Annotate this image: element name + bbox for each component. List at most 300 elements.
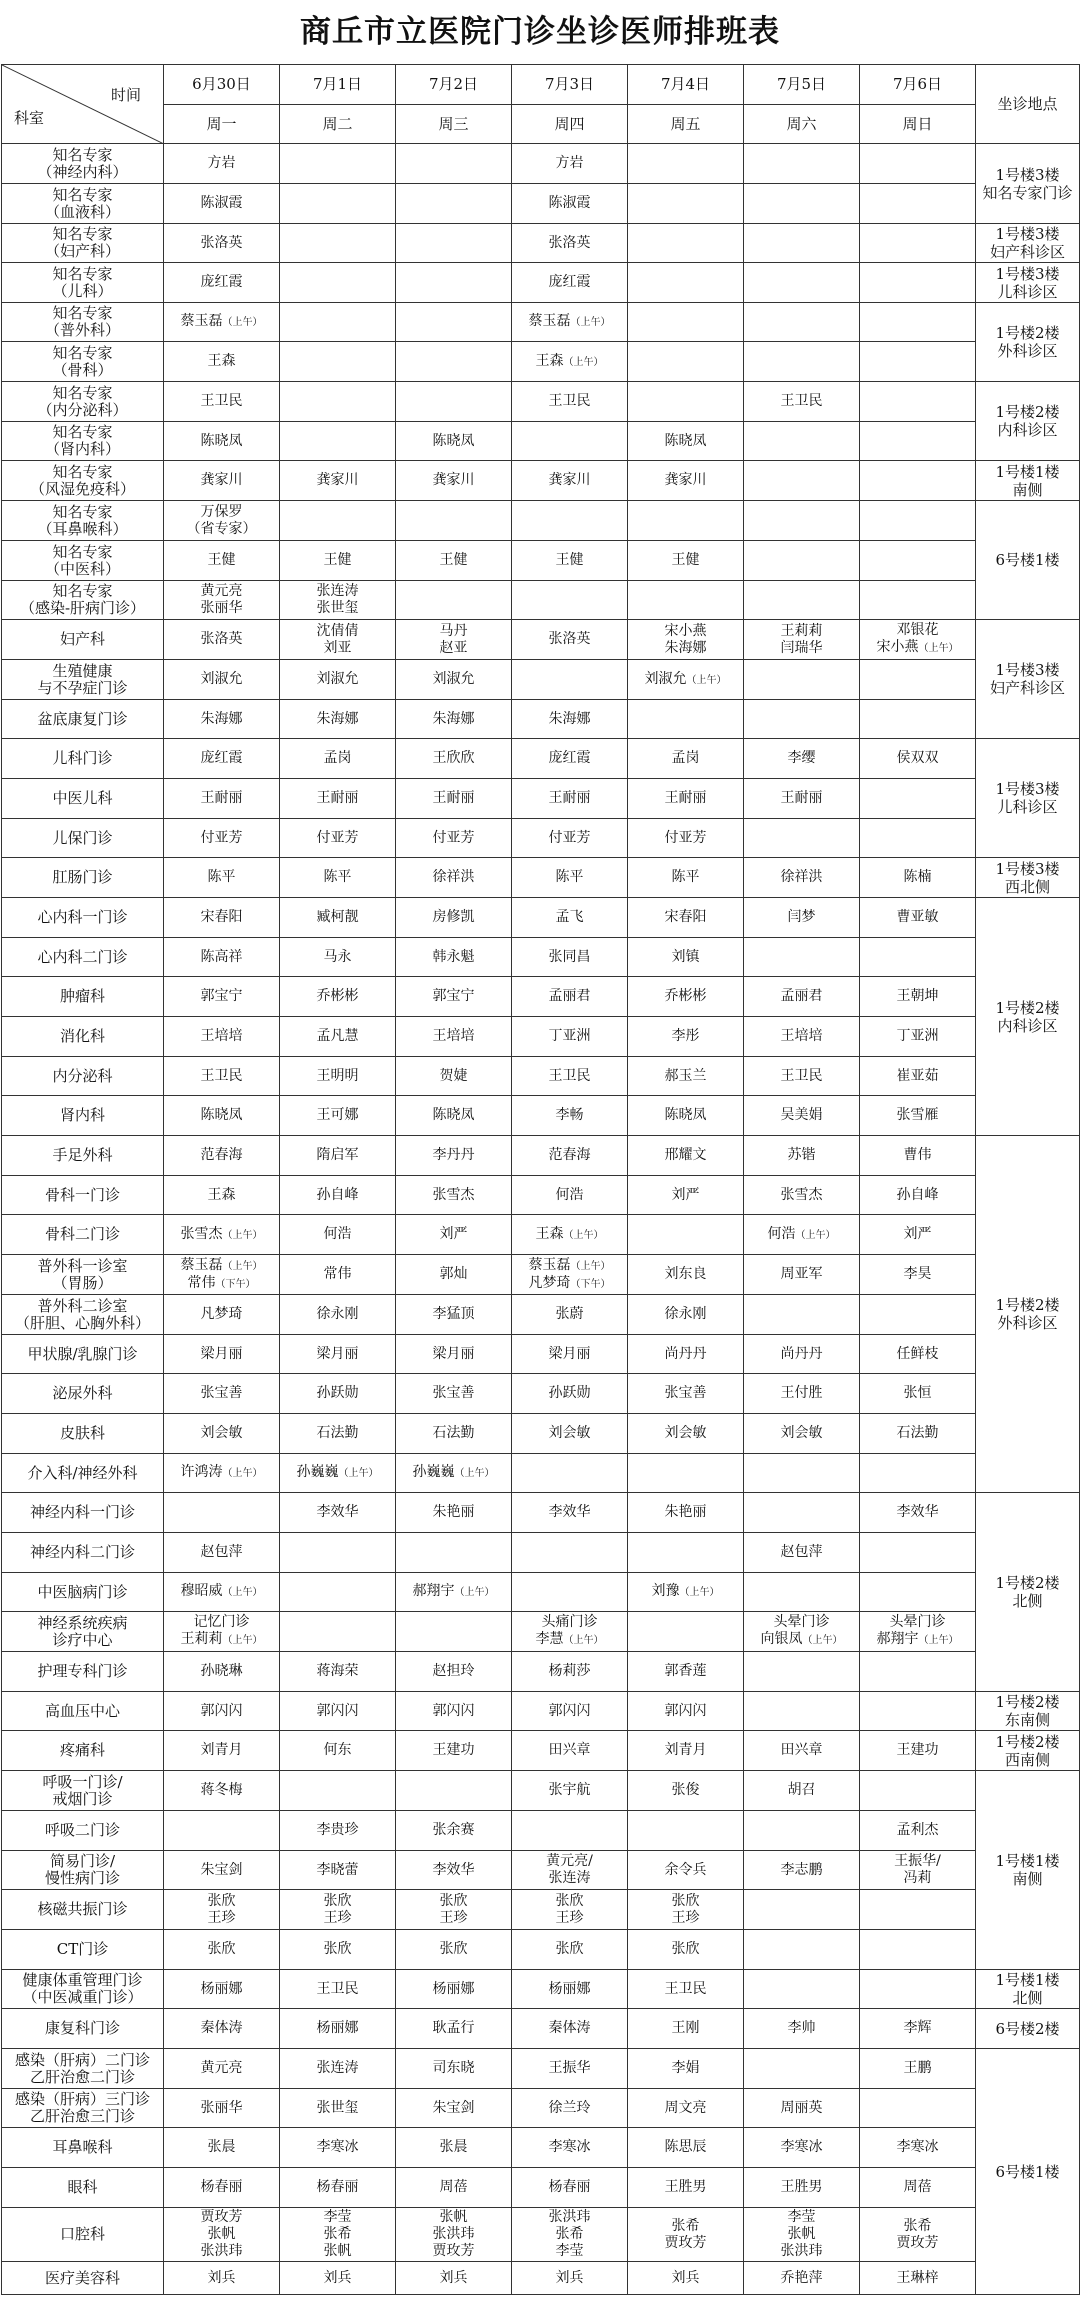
doctor-cell: 张蔚 (512, 1295, 628, 1335)
doctor-cell (628, 501, 744, 541)
dept-cell: 医疗美容科 (2, 2262, 164, 2295)
doctor-cell: 蔡玉磊（上午） 凡梦琦（下午） (512, 1255, 628, 1295)
table-row (2, 1454, 1080, 1493)
doctor-cell (860, 501, 976, 541)
doctor-cell (512, 660, 628, 700)
doctor-cell: 梁月丽 (396, 1335, 512, 1374)
doctor-cell (280, 1771, 396, 1811)
table-row (2, 1335, 1080, 1374)
doctor-cell (744, 263, 860, 303)
doctor-cell (860, 144, 976, 184)
dept-cell: 知名专家 （中医科） (2, 541, 164, 581)
doctor-cell: 庞红霞 (164, 263, 280, 303)
doctor-cell: 穆昭威（上午） (164, 1573, 280, 1612)
doctor-cell: 王森 (164, 342, 280, 382)
doctor-cell (860, 263, 976, 303)
dept-cell: 肾内科 (2, 1096, 164, 1136)
schedule-body (2, 144, 1080, 2295)
doctor-cell: 耿孟行 (396, 2009, 512, 2049)
doctor-cell: 李缨 (744, 739, 860, 779)
doctor-cell: 王卫民 (744, 382, 860, 422)
table-row (2, 2168, 1080, 2208)
doctor-cell (744, 1295, 860, 1335)
doctor-cell: 李帅 (744, 2009, 860, 2049)
doctor-cell (860, 342, 976, 382)
doctor-cell: 刘镇 (628, 938, 744, 977)
doctor-cell: 龚家川 (396, 461, 512, 501)
dept-cell: 高血压中心 (2, 1692, 164, 1731)
table-row (2, 1255, 1080, 1295)
weekday-header: 周六 (744, 105, 860, 144)
doctor-cell (396, 1533, 512, 1573)
doctor-cell: 梁月丽 (164, 1335, 280, 1374)
doctor-cell: 杨丽娜 (164, 1970, 280, 2009)
doctor-cell (396, 1771, 512, 1811)
doctor-cell: 刘严 (628, 1176, 744, 1215)
location-cell: 1号楼2楼 东南侧 (976, 1692, 1080, 1731)
table-row (2, 1930, 1080, 1970)
doctor-cell: 张洛英 (164, 620, 280, 660)
doctor-cell: 张连涛 (280, 2049, 396, 2089)
doctor-cell: 王耐丽 (396, 779, 512, 819)
doctor-cell: 凡梦琦 (164, 1295, 280, 1335)
table-row (2, 938, 1080, 977)
doctor-cell: 王培培 (744, 1017, 860, 1057)
doctor-cell: 张欣 王珍 (164, 1890, 280, 1930)
dept-cell: 知名专家 （内分泌科） (2, 382, 164, 422)
table-row (2, 1017, 1080, 1057)
doctor-cell: 李彤 (628, 1017, 744, 1057)
doctor-cell: 陈平 (164, 858, 280, 898)
doctor-cell: 周亚军 (744, 1255, 860, 1295)
doctor-cell: 李效华 (396, 1851, 512, 1890)
doctor-cell: 张欣 (628, 1930, 744, 1970)
location-cell: 1号楼1楼 南侧 (976, 1771, 1080, 1970)
doctor-cell: 吴美娟 (744, 1096, 860, 1136)
doctor-cell: 郭灿 (396, 1255, 512, 1295)
doctor-cell: 徐永刚 (280, 1295, 396, 1335)
doctor-cell (744, 461, 860, 501)
location-cell: 1号楼2楼 内科诊区 (976, 898, 1080, 1136)
dept-cell: 肿瘤科 (2, 977, 164, 1017)
doctor-cell: 刘东良 (628, 1255, 744, 1295)
doctor-cell: 宋春阳 (164, 898, 280, 938)
doctor-cell: 王耐丽 (280, 779, 396, 819)
doctor-cell: 万保罗 （省专家） (164, 501, 280, 541)
doctor-cell: 臧柯靓 (280, 898, 396, 938)
table-row (2, 501, 1080, 541)
doctor-cell (744, 1493, 860, 1533)
doctor-cell: 石法勤 (280, 1414, 396, 1454)
table-row (2, 342, 1080, 382)
doctor-cell: 杨春丽 (280, 2168, 396, 2208)
doctor-cell: 杨丽娜 (396, 1970, 512, 2009)
doctor-cell: 头痛门诊 李慧（上午） (512, 1612, 628, 1652)
location-cell: 1号楼3楼 儿科诊区 (976, 739, 1080, 858)
table-row (2, 1057, 1080, 1096)
table-row (2, 1493, 1080, 1533)
weekday-header: 周四 (512, 105, 628, 144)
doctor-cell: 郭香莲 (628, 1652, 744, 1692)
dept-cell: 核磁共振门诊 (2, 1890, 164, 1930)
dept-cell: 中医脑病门诊 (2, 1573, 164, 1612)
doctor-cell: 王卫民 (512, 382, 628, 422)
doctor-cell: 庞红霞 (512, 263, 628, 303)
doctor-cell (860, 660, 976, 700)
doctor-cell: 刘豫（上午） (628, 1573, 744, 1612)
dept-cell: 知名专家 （儿科） (2, 263, 164, 303)
doctor-cell (860, 1573, 976, 1612)
doctor-cell: 王鹏 (860, 2049, 976, 2089)
doctor-cell: 宋春阳 (628, 898, 744, 938)
doctor-cell: 朱海娜 (164, 700, 280, 739)
table-row (2, 1414, 1080, 1454)
doctor-cell: 孙晓琳 (164, 1652, 280, 1692)
doctor-cell: 李寒冰 (512, 2128, 628, 2168)
table-row (2, 1176, 1080, 1215)
doctor-cell: 头晕门诊 郝翔宇（上午） (860, 1612, 976, 1652)
dept-cell: 儿保门诊 (2, 819, 164, 858)
doctor-cell: 李猛顶 (396, 1295, 512, 1335)
dept-cell: 普外科一诊室 （胃肠） (2, 1255, 164, 1295)
doctor-cell: 李莹 张希 张帆 (280, 2208, 396, 2262)
doctor-cell: 常伟 (280, 1255, 396, 1295)
location-cell: 6号楼1楼 (976, 2049, 1080, 2295)
doctor-cell (744, 1652, 860, 1692)
doctor-cell: 刘淑允（上午） (628, 660, 744, 700)
dept-cell: 普外科二诊室 （肝胆、心胸外科） (2, 1295, 164, 1335)
location-cell: 1号楼3楼 西北侧 (976, 858, 1080, 898)
doctor-cell: 张欣 (280, 1930, 396, 1970)
doctor-cell: 苏锴 (744, 1136, 860, 1176)
doctor-cell: 张欣 (512, 1930, 628, 1970)
doctor-cell: 刘会敏 (628, 1414, 744, 1454)
doctor-cell: 王健 (164, 541, 280, 581)
dept-cell: 骨科一门诊 (2, 1176, 164, 1215)
dept-cell: 简易门诊/ 慢性病门诊 (2, 1851, 164, 1890)
doctor-cell (512, 501, 628, 541)
doctor-cell: 陈思辰 (628, 2128, 744, 2168)
doctor-cell: 王森（上午） (512, 342, 628, 382)
doctor-cell: 张欣 (164, 1930, 280, 1970)
doctor-cell: 曹亚敏 (860, 898, 976, 938)
location-cell: 1号楼3楼 妇产科诊区 (976, 620, 1080, 739)
doctor-cell: 王胜男 (628, 2168, 744, 2208)
doctor-cell (744, 819, 860, 858)
doctor-cell (396, 581, 512, 620)
doctor-cell: 徐祥洪 (396, 858, 512, 898)
doctor-cell (396, 342, 512, 382)
doctor-cell: 王健 (628, 541, 744, 581)
doctor-cell: 付亚芳 (512, 819, 628, 858)
doctor-cell (860, 184, 976, 224)
location-cell: 1号楼2楼 西南侧 (976, 1731, 1080, 1771)
doctor-cell: 郭闪闪 (396, 1692, 512, 1731)
doctor-cell (744, 1811, 860, 1851)
table-row (2, 819, 1080, 858)
doctor-cell: 王朝坤 (860, 977, 976, 1017)
doctor-cell (744, 1573, 860, 1612)
doctor-cell (860, 819, 976, 858)
header-date-row (2, 65, 1080, 105)
doctor-cell: 陈平 (280, 858, 396, 898)
table-row (2, 1811, 1080, 1851)
doctor-cell: 李寒冰 (860, 2128, 976, 2168)
doctor-cell (396, 303, 512, 342)
doctor-cell (280, 1573, 396, 1612)
doctor-cell: 胡召 (744, 1771, 860, 1811)
doctor-cell: 王欣欣 (396, 739, 512, 779)
doctor-cell: 王耐丽 (512, 779, 628, 819)
doctor-cell: 朱海娜 (512, 700, 628, 739)
doctor-cell (744, 342, 860, 382)
doctor-cell: 王建功 (396, 1731, 512, 1771)
doctor-cell: 张欣 王珍 (396, 1890, 512, 1930)
table-row (2, 144, 1080, 184)
doctor-cell: 刘兵 (396, 2262, 512, 2295)
location-cell: 1号楼1楼 北侧 (976, 1970, 1080, 2009)
table-row (2, 1215, 1080, 1255)
doctor-cell: 张欣 王珍 (512, 1890, 628, 1930)
date-header: 7月4日 (628, 65, 744, 105)
doctor-cell: 王耐丽 (628, 779, 744, 819)
dept-cell: 知名专家 （感染-肝病门诊） (2, 581, 164, 620)
doctor-cell (744, 541, 860, 581)
doctor-cell: 王振华/ 冯莉 (860, 1851, 976, 1890)
doctor-cell (512, 422, 628, 461)
doctor-cell (280, 144, 396, 184)
doctor-cell: 刘严 (860, 1215, 976, 1255)
doctor-cell: 孙巍巍（上午） (396, 1454, 512, 1493)
doctor-cell: 宋小燕 朱海娜 (628, 620, 744, 660)
weekday-header: 周二 (280, 105, 396, 144)
doctor-cell: 张世玺 (280, 2089, 396, 2128)
doctor-cell: 张宝善 (628, 1374, 744, 1414)
doctor-cell (860, 581, 976, 620)
doctor-cell: 王健 (512, 541, 628, 581)
dept-cell: 知名专家 （普外科） (2, 303, 164, 342)
date-header: 7月3日 (512, 65, 628, 105)
doctor-cell: 尚丹丹 (744, 1335, 860, 1374)
doctor-cell (744, 501, 860, 541)
doctor-cell: 张宇航 (512, 1771, 628, 1811)
doctor-cell: 杨丽娜 (512, 1970, 628, 2009)
doctor-cell: 龚家川 (280, 461, 396, 501)
doctor-cell: 周蓓 (860, 2168, 976, 2208)
doctor-cell: 闫梦 (744, 898, 860, 938)
doctor-cell: 朱海娜 (280, 700, 396, 739)
doctor-cell: 何浩（上午） (744, 1215, 860, 1255)
dept-cell: 神经内科一门诊 (2, 1493, 164, 1533)
doctor-cell (744, 303, 860, 342)
table-row (2, 541, 1080, 581)
location-cell: 1号楼3楼 妇产科诊区 (976, 224, 1080, 263)
table-row (2, 224, 1080, 263)
weekday-header: 周五 (628, 105, 744, 144)
dept-cell: 护理专科门诊 (2, 1652, 164, 1692)
doctor-cell: 蔡玉磊（上午） (164, 303, 280, 342)
dept-cell: 肛肠门诊 (2, 858, 164, 898)
dept-cell: 感染（肝病）二门诊 乙肝治愈二门诊 (2, 2049, 164, 2089)
doctor-cell: 王琳梓 (860, 2262, 976, 2295)
doctor-cell: 孙自峰 (860, 1176, 976, 1215)
doctor-cell: 范春海 (512, 1136, 628, 1176)
doctor-cell: 张洪玮 张希 李莹 (512, 2208, 628, 2262)
doctor-cell: 杨春丽 (512, 2168, 628, 2208)
doctor-cell: 徐永刚 (628, 1295, 744, 1335)
location-cell: 1号楼2楼 外科诊区 (976, 303, 1080, 382)
dept-cell: 介入科/神经外科 (2, 1454, 164, 1493)
dept-cell: CT门诊 (2, 1930, 164, 1970)
doctor-cell: 黄元亮/ 张连涛 (512, 1851, 628, 1890)
doctor-cell: 刘会敏 (744, 1414, 860, 1454)
dept-cell: 生殖健康 与不孕症门诊 (2, 660, 164, 700)
doctor-cell: 李贵珍 (280, 1811, 396, 1851)
doctor-cell: 付亚芳 (628, 819, 744, 858)
doctor-cell (164, 1811, 280, 1851)
dept-cell: 消化科 (2, 1017, 164, 1057)
doctor-cell: 邓银花 宋小燕（上午） (860, 620, 976, 660)
doctor-cell: 张希 贾玫芳 (860, 2208, 976, 2262)
doctor-cell: 王卫民 (744, 1057, 860, 1096)
doctor-cell (280, 1533, 396, 1573)
doctor-cell (860, 224, 976, 263)
doctor-cell (744, 2049, 860, 2089)
doctor-cell: 陈晓凤 (164, 422, 280, 461)
doctor-cell: 郭闪闪 (628, 1692, 744, 1731)
doctor-cell: 张雪雁 (860, 1096, 976, 1136)
doctor-cell: 刘青月 (164, 1731, 280, 1771)
doctor-cell: 隋启军 (280, 1136, 396, 1176)
doctor-cell: 杨丽娜 (280, 2009, 396, 2049)
doctor-cell: 孟丽君 (512, 977, 628, 1017)
doctor-cell: 朱艳丽 (396, 1493, 512, 1533)
doctor-cell: 李昊 (860, 1255, 976, 1295)
doctor-cell: 朱宝剑 (164, 1851, 280, 1890)
dept-cell: 呼吸二门诊 (2, 1811, 164, 1851)
table-row (2, 1295, 1080, 1335)
table-row (2, 1573, 1080, 1612)
doctor-cell: 刘青月 (628, 1731, 744, 1771)
doctor-cell: 李娟 (628, 2049, 744, 2089)
table-row (2, 2089, 1080, 2128)
doctor-cell: 张宝善 (164, 1374, 280, 1414)
doctor-cell (512, 1454, 628, 1493)
doctor-cell: 周蓓 (396, 2168, 512, 2208)
dept-cell: 知名专家 （骨科） (2, 342, 164, 382)
location-cell: 1号楼3楼 知名专家门诊 (976, 144, 1080, 224)
doctor-cell: 孙跃勋 (280, 1374, 396, 1414)
doctor-cell (860, 422, 976, 461)
dept-cell: 神经内科二门诊 (2, 1533, 164, 1573)
doctor-cell: 何东 (280, 1731, 396, 1771)
doctor-cell: 张丽华 (164, 2089, 280, 2128)
table-row (2, 1533, 1080, 1573)
dept-cell: 心内科二门诊 (2, 938, 164, 977)
doctor-cell: 张希 贾玫芳 (628, 2208, 744, 2262)
doctor-cell (860, 1771, 976, 1811)
doctor-cell: 何浩 (280, 1215, 396, 1255)
doctor-cell: 周文亮 (628, 2089, 744, 2128)
doctor-cell (744, 1890, 860, 1930)
doctor-cell (860, 1970, 976, 2009)
doctor-cell: 孟利杰 (860, 1811, 976, 1851)
location-cell: 1号楼2楼 北侧 (976, 1493, 1080, 1692)
doctor-cell: 付亚芳 (396, 819, 512, 858)
doctor-cell: 张欣 王珍 (280, 1890, 396, 1930)
doctor-cell: 张俊 (628, 1771, 744, 1811)
location-cell: 1号楼1楼 南侧 (976, 461, 1080, 501)
doctor-cell (860, 1295, 976, 1335)
dept-cell: 中医儿科 (2, 779, 164, 819)
table-row (2, 2208, 1080, 2262)
doctor-cell: 张欣 (396, 1930, 512, 1970)
doctor-cell: 孟岗 (280, 739, 396, 779)
doctor-cell (744, 581, 860, 620)
doctor-cell (280, 224, 396, 263)
doctor-cell: 王耐丽 (164, 779, 280, 819)
doctor-cell: 张欣 王珍 (628, 1890, 744, 1930)
doctor-cell: 王森（上午） (512, 1215, 628, 1255)
dept-cell: 泌尿外科 (2, 1374, 164, 1414)
doctor-cell: 孟丽君 (744, 977, 860, 1017)
dept-cell: 骨科二门诊 (2, 1215, 164, 1255)
doctor-cell: 张余赛 (396, 1811, 512, 1851)
table-row (2, 1692, 1080, 1731)
doctor-cell: 王建功 (860, 1731, 976, 1771)
doctor-cell: 陈淑霞 (164, 184, 280, 224)
doctor-cell (280, 1612, 396, 1652)
doctor-cell (628, 700, 744, 739)
doctor-cell (744, 1970, 860, 2009)
doctor-cell: 范春海 (164, 1136, 280, 1176)
doctor-cell (744, 422, 860, 461)
doctor-cell: 王培培 (396, 1017, 512, 1057)
doctor-cell: 陈楠 (860, 858, 976, 898)
doctor-cell (628, 303, 744, 342)
doctor-cell (280, 342, 396, 382)
doctor-cell: 马永 (280, 938, 396, 977)
doctor-cell: 李畅 (512, 1096, 628, 1136)
doctor-cell: 头晕门诊 向银凤（上午） (744, 1612, 860, 1652)
doctor-cell (860, 938, 976, 977)
doctor-cell (628, 342, 744, 382)
location-cell: 6号楼2楼 (976, 2009, 1080, 2049)
doctor-cell: 庞红霞 (512, 739, 628, 779)
doctor-cell: 李丹丹 (396, 1136, 512, 1176)
doctor-cell: 张洛英 (164, 224, 280, 263)
doctor-cell: 王卫民 (280, 1970, 396, 2009)
doctor-cell: 陈晓凤 (164, 1096, 280, 1136)
doctor-cell (280, 263, 396, 303)
doctor-cell: 赵包萍 (164, 1533, 280, 1573)
doctor-cell: 陈淑霞 (512, 184, 628, 224)
doctor-cell: 侯双双 (860, 739, 976, 779)
doctor-cell: 田兴章 (512, 1731, 628, 1771)
doctor-cell: 李效华 (512, 1493, 628, 1533)
doctor-cell: 杨春丽 (164, 2168, 280, 2208)
doctor-cell (744, 144, 860, 184)
table-row (2, 2128, 1080, 2168)
dept-cell: 康复科门诊 (2, 2009, 164, 2049)
doctor-cell: 王莉莉 闫瑞华 (744, 620, 860, 660)
doctor-cell (628, 144, 744, 184)
weekday-header: 周一 (164, 105, 280, 144)
doctor-cell (860, 1533, 976, 1573)
doctor-cell: 孟飞 (512, 898, 628, 938)
dept-cell: 知名专家 （耳鼻喉科） (2, 501, 164, 541)
table-row (2, 2009, 1080, 2049)
